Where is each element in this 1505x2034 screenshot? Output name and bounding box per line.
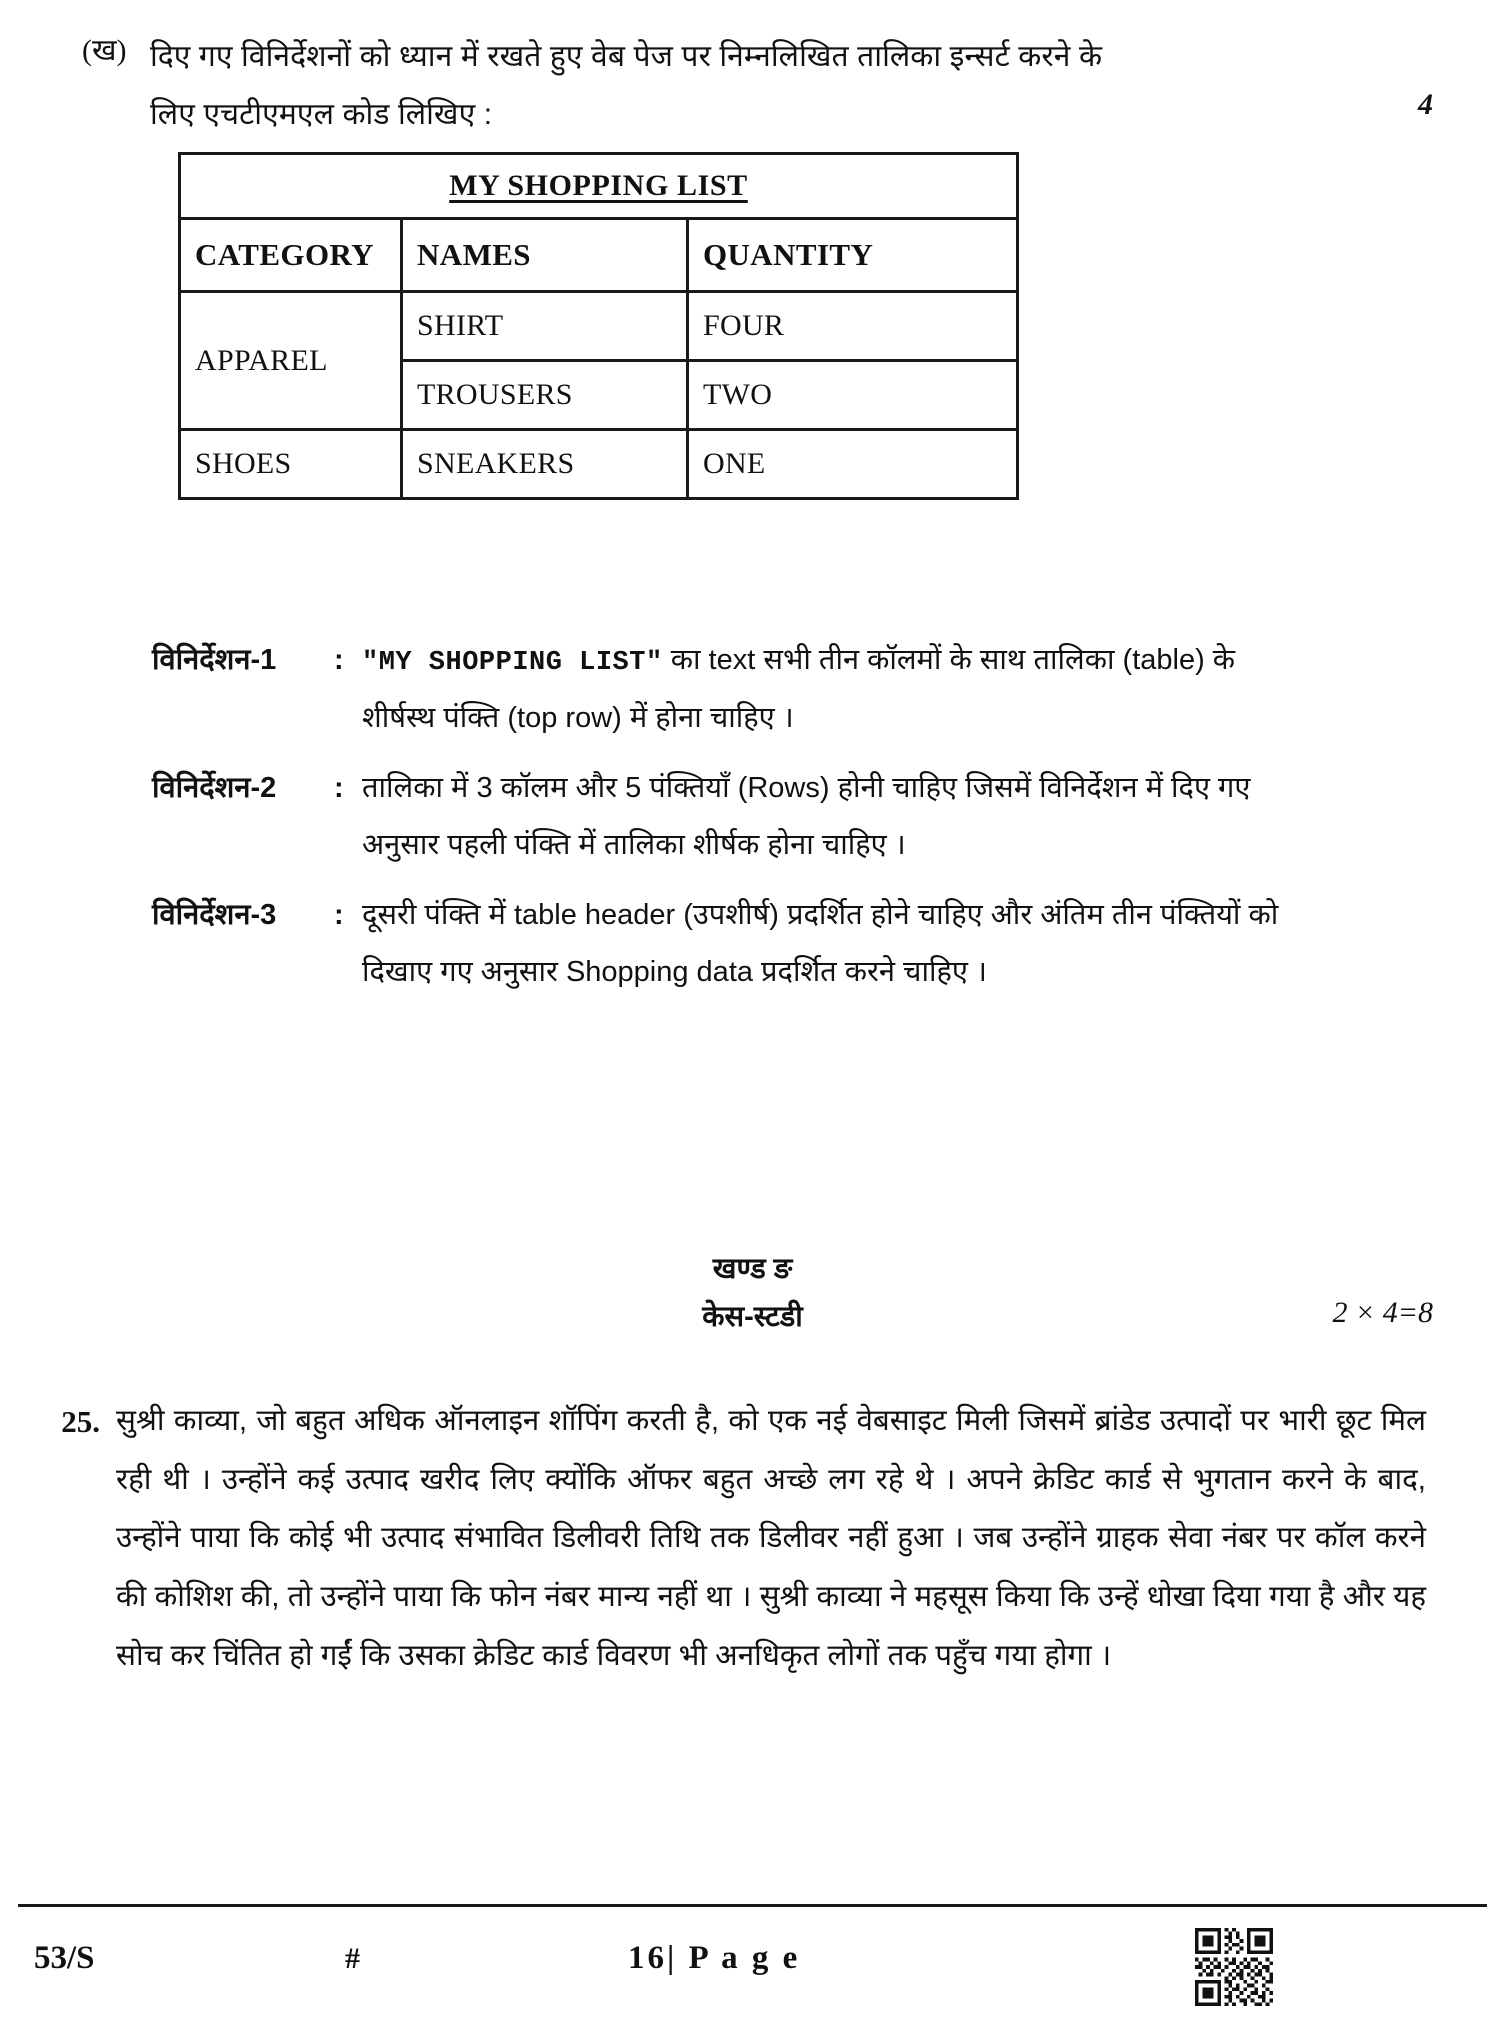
footer-page-number: 16| P a g e: [628, 1940, 801, 1976]
question-b-text: दिए गए विनिर्देशनों को ध्यान में रखते हुए वेब पेज पर निम्नलिखित तालिका इन्सर्ट करने के लिए एचटीएमएल कोड लिखिए :: [150, 40, 1103, 131]
table-title-cell: [180, 154, 1018, 219]
specification-1-quoted: "MY SHOPPING LIST": [362, 648, 663, 678]
specification-item-2: [152, 760, 1392, 873]
specification-2-key: विनिर्देशन-2: [152, 772, 277, 805]
specification-2-text: तालिका में 3 कॉलम और 5 पंक्तियाँ (Rows) होनी चाहिए जिसमें विनिर्देशन में दिए गए अनुसार पहली पंक्ति में तालिका शीर्षक होना चाहिए ।: [362, 772, 1251, 861]
question-b-label: (ख): [82, 34, 127, 67]
cell-quantity-one: ONE: [688, 430, 1018, 499]
cell-quantity-four: FOUR: [688, 292, 1018, 361]
column-header-category: CATEGORY: [180, 219, 402, 292]
footer-divider: [18, 1904, 1487, 1907]
question-b-marks: 4: [1418, 88, 1433, 121]
section-heading-case-study: केस-स्टडी: [702, 1301, 803, 1333]
specification-1-colon: :: [334, 644, 344, 676]
question-b: [82, 28, 1412, 143]
cell-name-trousers: TROUSERS: [402, 361, 688, 430]
cell-name-shirt: SHIRT: [402, 292, 688, 361]
question-25-number: 25.: [61, 1404, 100, 1439]
table-header-row: [180, 219, 1018, 292]
specification-2-colon: :: [334, 772, 344, 805]
question-25-text: सुश्री काव्या, जो बहुत अधिक ऑनलाइन शॉपिंग करती है, को एक नई वेबसाइट मिली जिसमें ब्रांडेड उत्पादों पर भारी छूट मिल रही थी । उन्होंने कई उत्पाद खरीद लिए क्योंकि ऑफर बहुत अच्छे लग रहे थे । अपने क्रेडिट कार्ड से भुगतान करने के बाद, उन्होंने पाया कि कोई भी उत्पाद संभावित डिलीवरी तिथि तक डिलीवर नहीं हुआ । जब उन्होंने ग्राहक सेवा नंबर पर कॉल करने की कोशिश की, तो उन्होंने पाया कि फोन नंबर मान्य नहीं था । सुश्री काव्या ने महसूस किया कि उन्हें धोखा दिया गया है और यह सोच कर चिंतित हो गईं कि उसका क्रेडिट कार्ड विवरण भी अनधिकृत लोगों तक पहुँच गया होगा ।: [116, 1404, 1426, 1672]
shopping-list-table-wrapper: [178, 152, 1016, 500]
table-row: [180, 430, 1018, 499]
cell-category-shoes: SHOES: [180, 430, 402, 499]
table-title-text: MY SHOPPING LIST: [449, 169, 748, 202]
cell-quantity-two: TWO: [688, 361, 1018, 430]
column-header-names: NAMES: [402, 219, 688, 292]
specification-1-key: विनिर्देशन-1: [152, 644, 277, 676]
page-footer: [0, 1938, 1505, 2018]
cell-name-sneakers: SNEAKERS: [402, 430, 688, 499]
question-25: [30, 1392, 1450, 1686]
table-title-row: [180, 154, 1018, 219]
table-row: [180, 292, 1018, 361]
shopping-list-table: [178, 152, 1019, 500]
specification-item-3: [152, 887, 1392, 1000]
qr-code-icon: [1195, 1928, 1273, 2006]
footer-hash-mark: #: [345, 1942, 360, 1975]
section-heading-khand: खण्ड ङ: [712, 1253, 793, 1285]
specification-list: [152, 632, 1392, 1014]
column-header-quantity: QUANTITY: [688, 219, 1018, 292]
cell-category-apparel: APPAREL: [180, 292, 402, 430]
specification-1-remainder: का text सभी तीन कॉलमों के साथ तालिका (table) के शीर्षस्थ पंक्ति (top row) में होना चाहिए ।: [362, 644, 1236, 734]
section-marks: 2 × 4=8: [1332, 1296, 1433, 1329]
specification-1-text: [362, 632, 1312, 746]
specification-3-key: विनिर्देशन-3: [152, 899, 277, 932]
footer-paper-code: 53/S: [34, 1940, 95, 1976]
specification-3-colon: :: [334, 899, 344, 932]
specification-3-text: दूसरी पंक्ति में table header (उपशीर्ष) प्रदर्शित होने चाहिए और अंतिम तीन पंक्तियों को दिखाए गए अनुसार Shopping data प्रदर्शित करने चाहिए ।: [362, 899, 1279, 988]
specification-item-1: [152, 632, 1392, 746]
